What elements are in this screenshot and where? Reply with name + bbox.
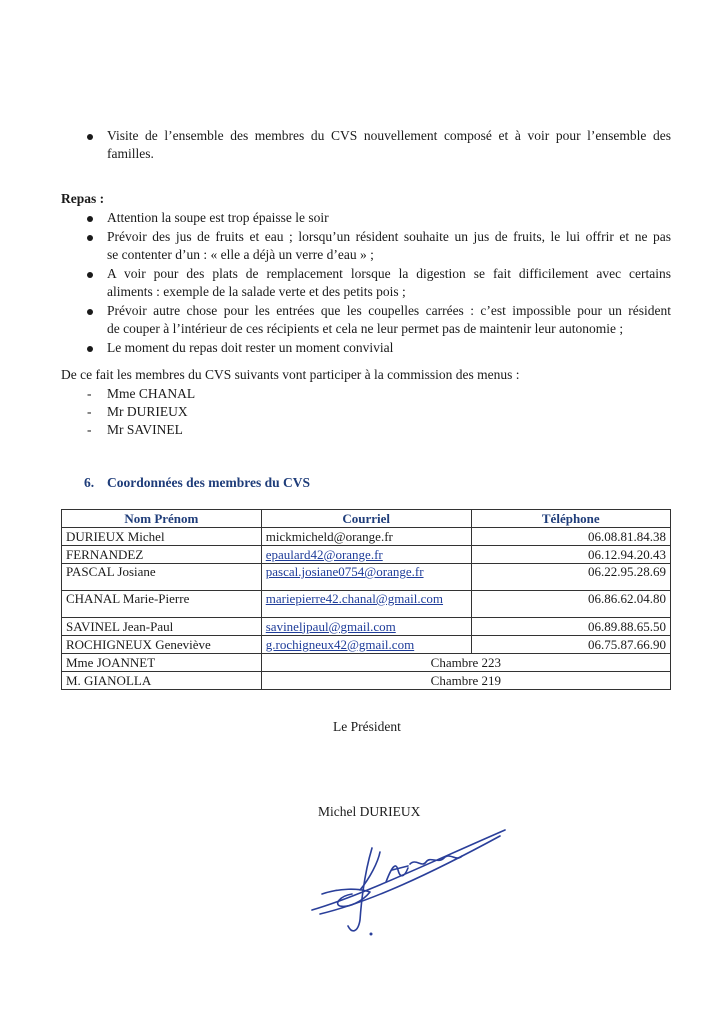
table-row xyxy=(62,528,671,546)
cell-name: CHANAL Marie-Pierre xyxy=(62,591,262,618)
cell-name: DURIEUX Michel xyxy=(62,528,262,546)
repas-item-2-line1: Prévoir des jus de fruits et eau ; lorsqu’un résident souhaite un jus de fruits, le lui offrir et ne pas xyxy=(107,229,671,244)
cell-email xyxy=(261,528,471,546)
cell-name: M. GIANOLLA xyxy=(62,672,262,690)
bullet-icon xyxy=(87,309,93,315)
cell-phone: 06.75.87.66.90 xyxy=(471,636,670,654)
cell-name: FERNANDEZ xyxy=(62,546,262,564)
email-link[interactable]: g.rochigneux42@gmail.com xyxy=(265,636,415,652)
cell-phone: 06.22.95.28.69 xyxy=(471,564,670,591)
cell-email[interactable] xyxy=(261,636,471,654)
dash-marker: - xyxy=(87,386,92,401)
table-row xyxy=(62,546,671,564)
cell-phone: 06.89.88.65.50 xyxy=(471,618,670,636)
dash-marker: - xyxy=(87,422,92,437)
header-name: Nom Prénom xyxy=(62,510,262,528)
intro-bullet-line1: Visite de l’ensemble des membres du CVS nouvellement composé et à voir pour l’ensemble des xyxy=(107,128,671,143)
cell-phone: 06.12.94.20.43 xyxy=(471,546,670,564)
repas-item-2-line2: se contenter d’un : « elle a déjà un verre d’eau » ; xyxy=(107,247,374,262)
table-row xyxy=(62,636,671,654)
cell-phone: 06.86.62.04.80 xyxy=(471,591,670,618)
email-link[interactable]: pascal.josiane0754@orange.fr xyxy=(265,564,424,579)
bullet-icon xyxy=(87,346,93,352)
repas-item-3-line2: aliments : exemple de la salade verte et des petits pois ; xyxy=(107,284,406,299)
bullet-icon xyxy=(87,134,93,140)
email-link[interactable]: mariepierre42.chanal@gmail.com xyxy=(265,591,444,606)
cell-email[interactable] xyxy=(261,546,471,564)
contacts-table xyxy=(61,509,671,690)
commission-intro: De ce fait les membres du CVS suivants vont participer à la commission des menus : xyxy=(61,367,520,382)
cell-room: Chambre 219 xyxy=(261,672,670,690)
handwritten-signature xyxy=(300,822,515,942)
president-title: Le Président xyxy=(333,719,401,734)
cell-email[interactable] xyxy=(261,618,471,636)
commission-member-1: Mme CHANAL xyxy=(107,386,196,401)
email-text: mickmicheld@orange.fr xyxy=(265,528,393,544)
commission-member-2: Mr DURIEUX xyxy=(107,404,188,419)
header-phone: Téléphone xyxy=(471,510,670,528)
table-row xyxy=(62,672,671,690)
repas-item-3-line1: A voir pour des plats de remplacement lorsque la digestion se fait difficilement avec certains xyxy=(107,266,671,281)
table-row xyxy=(62,618,671,636)
president-name: Michel DURIEUX xyxy=(318,804,421,819)
table-row xyxy=(62,591,671,618)
repas-item-4-line2: de couper à l’intérieur de ces récipients et cela ne leur permet pas de maintenir leur autonomie ; xyxy=(107,321,624,336)
cell-name: PASCAL Josiane xyxy=(62,564,262,591)
section-title: Coordonnées des membres du CVS xyxy=(107,475,311,490)
dash-marker: - xyxy=(87,404,92,419)
section-number: 6. xyxy=(84,475,95,490)
table-row xyxy=(62,564,671,591)
table-row xyxy=(62,654,671,672)
cell-name: ROCHIGNEUX Geneviève xyxy=(62,636,262,654)
intro-bullet-line2: familles. xyxy=(107,146,154,161)
bullet-icon xyxy=(87,216,93,222)
cell-phone: 06.08.81.84.38 xyxy=(471,528,670,546)
cell-email[interactable] xyxy=(261,564,471,591)
repas-item-1: Attention la soupe est trop épaisse le soir xyxy=(107,210,329,225)
bullet-icon xyxy=(87,272,93,278)
bullet-icon xyxy=(87,235,93,241)
cell-name: SAVINEL Jean-Paul xyxy=(62,618,262,636)
repas-item-4-line1: Prévoir autre chose pour les entrées que les coupelles carrées : c’est impossible pour un résident xyxy=(107,303,671,318)
cell-room: Chambre 223 xyxy=(261,654,670,672)
cell-name: Mme JOANNET xyxy=(62,654,262,672)
header-email: Courriel xyxy=(261,510,471,528)
commission-member-3: Mr SAVINEL xyxy=(107,422,183,437)
email-link[interactable]: savineljpaul@gmail.com xyxy=(265,618,396,634)
table-header-row xyxy=(62,510,671,528)
repas-heading: Repas : xyxy=(61,191,105,206)
repas-item-5: Le moment du repas doit rester un moment convivial xyxy=(107,340,394,355)
cell-email[interactable] xyxy=(261,591,471,618)
email-link[interactable]: epaulard42@orange.fr xyxy=(265,546,383,562)
